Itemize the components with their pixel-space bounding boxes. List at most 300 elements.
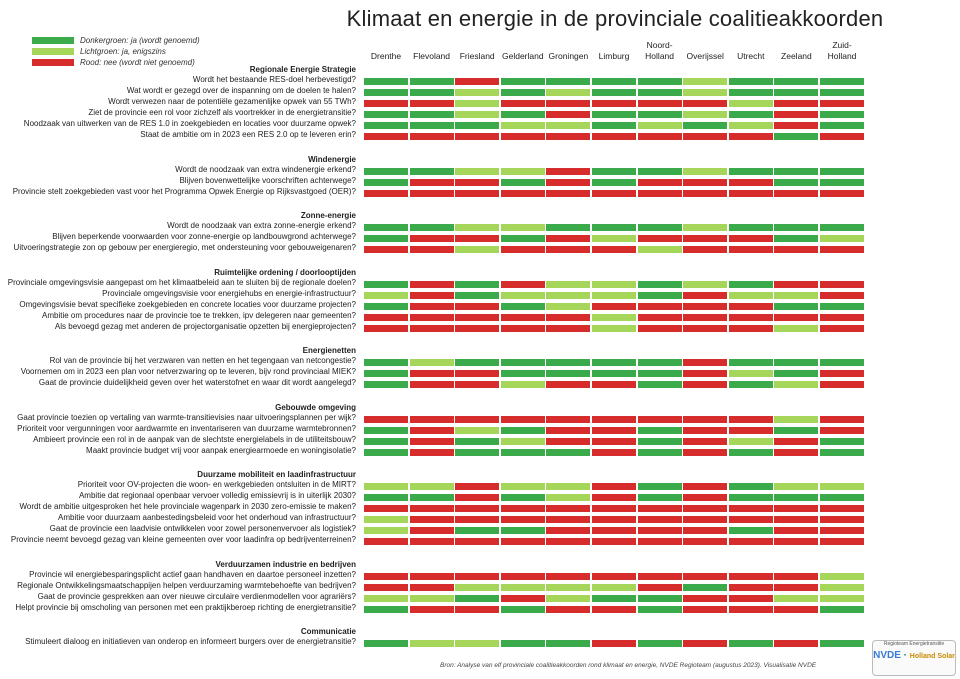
cell-rood xyxy=(729,584,773,591)
cell-lichtgroen xyxy=(501,584,545,591)
cell-rood xyxy=(683,190,727,197)
cell-donkergroen xyxy=(820,303,864,310)
cell-lichtgroen xyxy=(455,427,499,434)
cell-lichtgroen xyxy=(455,100,499,107)
cell-donkergroen xyxy=(364,235,408,242)
cell-rood xyxy=(455,381,499,388)
cell-donkergroen xyxy=(501,449,545,456)
cell-donkergroen xyxy=(364,168,408,175)
cell-lichtgroen xyxy=(683,281,727,288)
cell-rood xyxy=(410,281,454,288)
cell-donkergroen xyxy=(820,78,864,85)
cell-rood xyxy=(546,538,590,545)
cell-rood xyxy=(546,438,590,445)
cell-rood xyxy=(820,505,864,512)
cell-donkergroen xyxy=(729,381,773,388)
cell-rood xyxy=(729,235,773,242)
cell-lichtgroen xyxy=(455,246,499,253)
cell-donkergroen xyxy=(820,640,864,647)
cell-rood xyxy=(546,235,590,242)
cell-rood xyxy=(683,527,727,534)
question-label: Wordt verwezen naar de potentiële gezamenlijke opwek van 55 TWh? xyxy=(108,97,356,106)
question-label: Blijven beperkende voorwaarden voor zonne-energie op landbouwgrond achterwege? xyxy=(52,232,356,241)
cell-rood xyxy=(729,606,773,613)
cell-donkergroen xyxy=(774,427,818,434)
cell-rood xyxy=(501,190,545,197)
cell-rood xyxy=(501,246,545,253)
cell-rood xyxy=(774,538,818,545)
cell-lichtgroen xyxy=(592,314,636,321)
cell-rood xyxy=(729,416,773,423)
cell-lichtgroen xyxy=(729,122,773,129)
cell-lichtgroen xyxy=(774,483,818,490)
cell-donkergroen xyxy=(638,606,682,613)
cell-lichtgroen xyxy=(501,438,545,445)
cell-donkergroen xyxy=(455,292,499,299)
question-label: Regionale Ontwikkelingsmaatschappijen helpen verduurzaming warmtebehoefte van bedrijven? xyxy=(17,580,356,590)
question-label: Uitvoeringstrategie zon op gebouw per energieregio, met ondersteuning voor gebouweigenaren? xyxy=(13,243,356,252)
cell-donkergroen xyxy=(638,168,682,175)
cell-donkergroen xyxy=(638,494,682,501)
cell-rood xyxy=(455,516,499,523)
cell-rood xyxy=(410,573,454,580)
cell-lichtgroen xyxy=(592,292,636,299)
cell-lichtgroen xyxy=(592,325,636,332)
question-label: Ambitie voor duurzaam aanbestedingsbeleid voor het onderhoud van infrastructuur? xyxy=(58,513,356,522)
cell-rood xyxy=(546,606,590,613)
cell-rood xyxy=(683,595,727,602)
cell-rood xyxy=(364,133,408,140)
cell-donkergroen xyxy=(638,427,682,434)
cell-rood xyxy=(729,516,773,523)
cell-rood xyxy=(729,190,773,197)
cell-donkergroen xyxy=(364,78,408,85)
cell-donkergroen xyxy=(774,235,818,242)
cell-rood xyxy=(455,133,499,140)
cell-rood xyxy=(364,505,408,512)
cell-donkergroen xyxy=(592,111,636,118)
cell-rood xyxy=(546,314,590,321)
question-label: Ambitie om procedures naar de provincie toe te trekken, ipv delegeren naar gemeenten? xyxy=(42,310,356,320)
cell-lichtgroen xyxy=(592,281,636,288)
cell-donkergroen xyxy=(410,168,454,175)
cell-lichtgroen xyxy=(455,224,499,231)
cell-rood xyxy=(729,133,773,140)
cell-donkergroen xyxy=(410,494,454,501)
cell-lichtgroen xyxy=(546,483,590,490)
cell-donkergroen xyxy=(592,168,636,175)
cell-donkergroen xyxy=(455,438,499,445)
cell-rood xyxy=(638,133,682,140)
cell-rood xyxy=(683,449,727,456)
cell-rood xyxy=(410,133,454,140)
province-header: Zuid- Holland xyxy=(827,40,857,61)
cell-donkergroen xyxy=(729,168,773,175)
question-label: Blijven bovenwettelijke voorschriften achterwege? xyxy=(179,175,356,185)
cell-rood xyxy=(592,483,636,490)
question-label: Als bevoegd gezag met anderen de projectorganisatie opzetten bij energieprojecten? xyxy=(54,321,356,331)
cell-donkergroen xyxy=(501,494,545,501)
cell-donkergroen xyxy=(729,78,773,85)
cell-rood xyxy=(820,281,864,288)
cell-rood xyxy=(410,235,454,242)
cell-rood xyxy=(501,516,545,523)
cell-donkergroen xyxy=(638,595,682,602)
cell-rood xyxy=(455,179,499,186)
cell-rood xyxy=(774,122,818,129)
cell-rood xyxy=(410,527,454,534)
cell-rood xyxy=(546,573,590,580)
cell-donkergroen xyxy=(364,449,408,456)
cell-rood xyxy=(774,438,818,445)
cell-rood xyxy=(546,505,590,512)
cell-rood xyxy=(364,190,408,197)
cell-donkergroen xyxy=(774,78,818,85)
cell-lichtgroen xyxy=(546,89,590,96)
cell-donkergroen xyxy=(501,427,545,434)
cell-lichtgroen xyxy=(729,370,773,377)
cell-rood xyxy=(774,111,818,118)
cell-donkergroen xyxy=(774,179,818,186)
cell-donkergroen xyxy=(546,370,590,377)
cell-donkergroen xyxy=(501,89,545,96)
cell-rood xyxy=(501,325,545,332)
cell-rood xyxy=(410,381,454,388)
cell-donkergroen xyxy=(820,359,864,366)
cell-rood xyxy=(592,246,636,253)
cell-rood xyxy=(546,100,590,107)
cell-donkergroen xyxy=(364,427,408,434)
cell-donkergroen xyxy=(455,359,499,366)
cell-lichtgroen xyxy=(501,122,545,129)
cell-lichtgroen xyxy=(820,483,864,490)
cell-rood xyxy=(410,606,454,613)
cell-donkergroen xyxy=(774,303,818,310)
cell-donkergroen xyxy=(820,89,864,96)
cell-donkergroen xyxy=(364,381,408,388)
cell-donkergroen xyxy=(455,281,499,288)
cell-donkergroen xyxy=(501,111,545,118)
cell-rood xyxy=(774,527,818,534)
cell-rood xyxy=(546,246,590,253)
cell-donkergroen xyxy=(364,122,408,129)
question-label: Prioriteit voor OV-projecten die woon- en werkgebieden ontsluiten in de MIRT? xyxy=(77,480,356,489)
section-header: Windenergie xyxy=(308,154,356,164)
cell-lichtgroen xyxy=(683,89,727,96)
cell-donkergroen xyxy=(729,494,773,501)
cell-donkergroen xyxy=(729,483,773,490)
cell-rood xyxy=(683,370,727,377)
cell-rood xyxy=(592,640,636,647)
cell-lichtgroen xyxy=(546,122,590,129)
cell-rood xyxy=(774,246,818,253)
cell-rood xyxy=(364,573,408,580)
cell-donkergroen xyxy=(638,224,682,231)
cell-rood xyxy=(683,100,727,107)
cell-rood xyxy=(774,640,818,647)
cell-rood xyxy=(501,133,545,140)
cell-rood xyxy=(729,573,773,580)
cell-donkergroen xyxy=(729,111,773,118)
cell-rood xyxy=(455,505,499,512)
cell-donkergroen xyxy=(683,584,727,591)
province-header: Drenthe xyxy=(370,51,402,61)
question-label: Gaat provincie toezien op vertaling van warmte-transitievisies naar uitvoeringsplannen per wijk? xyxy=(17,412,356,422)
cell-donkergroen xyxy=(364,640,408,647)
cell-donkergroen xyxy=(820,179,864,186)
cell-rood xyxy=(410,584,454,591)
cell-donkergroen xyxy=(364,303,408,310)
cell-donkergroen xyxy=(729,224,773,231)
cell-rood xyxy=(592,494,636,501)
cell-lichtgroen xyxy=(638,246,682,253)
cell-rood xyxy=(410,449,454,456)
cell-rood xyxy=(455,494,499,501)
cell-donkergroen xyxy=(729,449,773,456)
question-label: Ambieert provincie een rol in de aanpak van de slechtste energielabels in de utiliteitsbouw? xyxy=(33,434,356,444)
cell-rood xyxy=(592,516,636,523)
cell-rood xyxy=(638,416,682,423)
cell-lichtgroen xyxy=(774,325,818,332)
question-label: Staat de ambitie om in 2023 een RES 2.0 op te leveren erin? xyxy=(140,130,356,139)
cell-rood xyxy=(638,584,682,591)
cell-lichtgroen xyxy=(820,595,864,602)
cell-rood xyxy=(546,133,590,140)
cell-lichtgroen xyxy=(364,483,408,490)
cell-rood xyxy=(546,381,590,388)
cell-rood xyxy=(820,427,864,434)
cell-rood xyxy=(455,314,499,321)
cell-rood xyxy=(364,314,408,321)
cell-lichtgroen xyxy=(455,584,499,591)
province-header: Limburg xyxy=(598,51,630,61)
question-label: Voornemen om in 2023 een plan voor netverzwaring op te leveren, bijv rond provinciaal MIEK? xyxy=(20,367,356,376)
cell-donkergroen xyxy=(774,133,818,140)
cell-rood xyxy=(638,179,682,186)
cell-rood xyxy=(455,573,499,580)
cell-donkergroen xyxy=(592,122,636,129)
cell-rood xyxy=(410,314,454,321)
cell-lichtgroen xyxy=(501,292,545,299)
cell-rood xyxy=(592,449,636,456)
cell-donkergroen xyxy=(364,370,408,377)
question-label: Ziet de provincie een rol voor zichzelf als voortrekker in de energietransitie? xyxy=(88,108,356,117)
cell-rood xyxy=(683,325,727,332)
cell-rood xyxy=(683,235,727,242)
cell-rood xyxy=(455,416,499,423)
cell-donkergroen xyxy=(410,78,454,85)
cell-rood xyxy=(592,573,636,580)
cell-rood xyxy=(638,325,682,332)
question-label: Rol van de provincie bij het verzwaren van netten en het tegengaan van netcongestie? xyxy=(49,356,356,365)
cell-rood xyxy=(592,606,636,613)
cell-donkergroen xyxy=(638,78,682,85)
section-header: Zonne-energie xyxy=(300,211,356,220)
cell-lichtgroen xyxy=(501,224,545,231)
legend-label: Donkergroen: ja (wordt genoemd) xyxy=(80,36,200,45)
cell-rood xyxy=(455,538,499,545)
cell-donkergroen xyxy=(501,370,545,377)
cell-donkergroen xyxy=(729,640,773,647)
cell-donkergroen xyxy=(592,595,636,602)
cell-rood xyxy=(638,527,682,534)
cell-rood xyxy=(820,516,864,523)
cell-donkergroen xyxy=(501,606,545,613)
cell-donkergroen xyxy=(774,168,818,175)
logo-caption: Regioteam Energietransitie xyxy=(883,641,945,647)
cell-rood xyxy=(501,100,545,107)
cell-donkergroen xyxy=(546,640,590,647)
logo-name: NVDE xyxy=(873,650,901,661)
cell-donkergroen xyxy=(820,224,864,231)
question-label: Wat wordt er gezegd over de inspanning om de doelen te halen? xyxy=(126,86,356,95)
cell-rood xyxy=(546,168,590,175)
cell-rood xyxy=(410,292,454,299)
cell-rood xyxy=(592,133,636,140)
cell-donkergroen xyxy=(820,449,864,456)
cell-rood xyxy=(683,179,727,186)
cell-rood xyxy=(410,303,454,310)
question-label: Wordt de noodzaak van extra zonne-energie erkend? xyxy=(167,221,356,230)
cell-lichtgroen xyxy=(546,303,590,310)
cell-rood xyxy=(592,538,636,545)
cell-donkergroen xyxy=(638,359,682,366)
cell-rood xyxy=(820,538,864,545)
cell-lichtgroen xyxy=(592,235,636,242)
section-header: Duurzame mobiliteit en laadinfrastructuur xyxy=(197,470,356,479)
cell-rood xyxy=(820,325,864,332)
cell-lichtgroen xyxy=(364,595,408,602)
cell-rood xyxy=(410,505,454,512)
cell-rood xyxy=(683,640,727,647)
cell-donkergroen xyxy=(592,359,636,366)
cell-donkergroen xyxy=(774,370,818,377)
cell-donkergroen xyxy=(410,224,454,231)
question-label: Ambitie dat regionaal openbaar vervoer volledig emissievrij is in uiterlijk 2030? xyxy=(78,491,356,500)
cell-rood xyxy=(592,303,636,310)
cell-rood xyxy=(410,370,454,377)
source-note: Bron: Analyse van elf provinciale coalitieakkoorden rond klimaat en energie, NVDE Regioteam (augustus 2023). Visualisatie NVDE xyxy=(440,662,817,669)
cell-donkergroen xyxy=(638,292,682,299)
cell-rood xyxy=(683,246,727,253)
cell-rood xyxy=(546,179,590,186)
section-header: Verduurzamen industrie en bedrijven xyxy=(215,559,356,569)
cell-donkergroen xyxy=(638,449,682,456)
cell-rood xyxy=(410,190,454,197)
cell-donkergroen xyxy=(592,179,636,186)
cell-rood xyxy=(638,314,682,321)
cell-rood xyxy=(410,325,454,332)
cell-donkergroen xyxy=(501,303,545,310)
cell-donkergroen xyxy=(501,527,545,534)
logo-partner: Holland Solar xyxy=(909,653,955,660)
cell-donkergroen xyxy=(729,527,773,534)
cell-rood xyxy=(455,78,499,85)
province-header: Zeeland xyxy=(781,51,812,61)
section-header: Gebouwde omgeving xyxy=(275,402,356,412)
cell-rood xyxy=(774,281,818,288)
cell-donkergroen xyxy=(638,483,682,490)
cell-lichtgroen xyxy=(729,100,773,107)
cell-lichtgroen xyxy=(364,527,408,534)
question-label: Prioriteit voor vergunningen voor aardwarmte en inventariseren van duurzame warmtebronnen? xyxy=(17,423,356,433)
cell-rood xyxy=(683,494,727,501)
cell-rood xyxy=(774,516,818,523)
cell-rood xyxy=(501,595,545,602)
cell-donkergroen xyxy=(820,606,864,613)
cell-donkergroen xyxy=(774,494,818,501)
cell-lichtgroen xyxy=(546,584,590,591)
cell-lichtgroen xyxy=(455,89,499,96)
cell-rood xyxy=(455,483,499,490)
cell-donkergroen xyxy=(729,359,773,366)
cell-lichtgroen xyxy=(729,292,773,299)
cell-rood xyxy=(592,381,636,388)
cell-rood xyxy=(364,325,408,332)
cell-lichtgroen xyxy=(592,584,636,591)
province-header: Friesland xyxy=(459,51,495,61)
cell-donkergroen xyxy=(364,179,408,186)
cell-donkergroen xyxy=(364,606,408,613)
cell-rood xyxy=(501,538,545,545)
cell-lichtgroen xyxy=(820,573,864,580)
cell-rood xyxy=(546,516,590,523)
cell-rood xyxy=(410,416,454,423)
cell-rood xyxy=(501,281,545,288)
question-label: Noodzaak van uitwerken van de RES 1.0 in zoekgebieden en locaties voor duurzame opwek? xyxy=(23,119,356,128)
cell-rood xyxy=(774,314,818,321)
cell-lichtgroen xyxy=(774,595,818,602)
cell-rood xyxy=(455,370,499,377)
cell-lichtgroen xyxy=(820,235,864,242)
cell-rood xyxy=(683,538,727,545)
cell-rood xyxy=(638,190,682,197)
cell-donkergroen xyxy=(683,122,727,129)
cell-donkergroen xyxy=(410,122,454,129)
cell-donkergroen xyxy=(455,122,499,129)
cell-donkergroen xyxy=(364,224,408,231)
cell-donkergroen xyxy=(546,359,590,366)
cell-rood xyxy=(774,449,818,456)
cell-lichtgroen xyxy=(501,381,545,388)
section-header: Regionale Energie Strategie xyxy=(249,65,356,74)
cell-lichtgroen xyxy=(455,168,499,175)
cell-rood xyxy=(820,100,864,107)
question-label: Gaat de provincie een laadvisie ontwikkelen voor zowel personenvervoer als logistiek? xyxy=(49,524,356,533)
cell-rood xyxy=(729,538,773,545)
chart-title: Klimaat en energie in de provinciale coalitieakkoorden xyxy=(346,6,884,31)
cell-donkergroen xyxy=(455,449,499,456)
cell-rood xyxy=(729,246,773,253)
cell-donkergroen xyxy=(820,111,864,118)
cell-donkergroen xyxy=(638,370,682,377)
cell-rood xyxy=(683,606,727,613)
cell-donkergroen xyxy=(364,281,408,288)
cell-rood xyxy=(546,527,590,534)
cell-rood xyxy=(774,573,818,580)
cell-rood xyxy=(820,292,864,299)
cell-rood xyxy=(364,100,408,107)
cell-rood xyxy=(546,427,590,434)
province-header: Groningen xyxy=(548,51,589,61)
question-label: Wordt de ambitie uitgesproken het hele provinciale wagenpark in 2030 zero-emissie te maken? xyxy=(19,502,356,511)
cell-donkergroen xyxy=(364,89,408,96)
province-header: Utrecht xyxy=(737,51,765,61)
cell-rood xyxy=(638,516,682,523)
cell-donkergroen xyxy=(592,370,636,377)
cell-lichtgroen xyxy=(683,111,727,118)
cell-rood xyxy=(592,416,636,423)
